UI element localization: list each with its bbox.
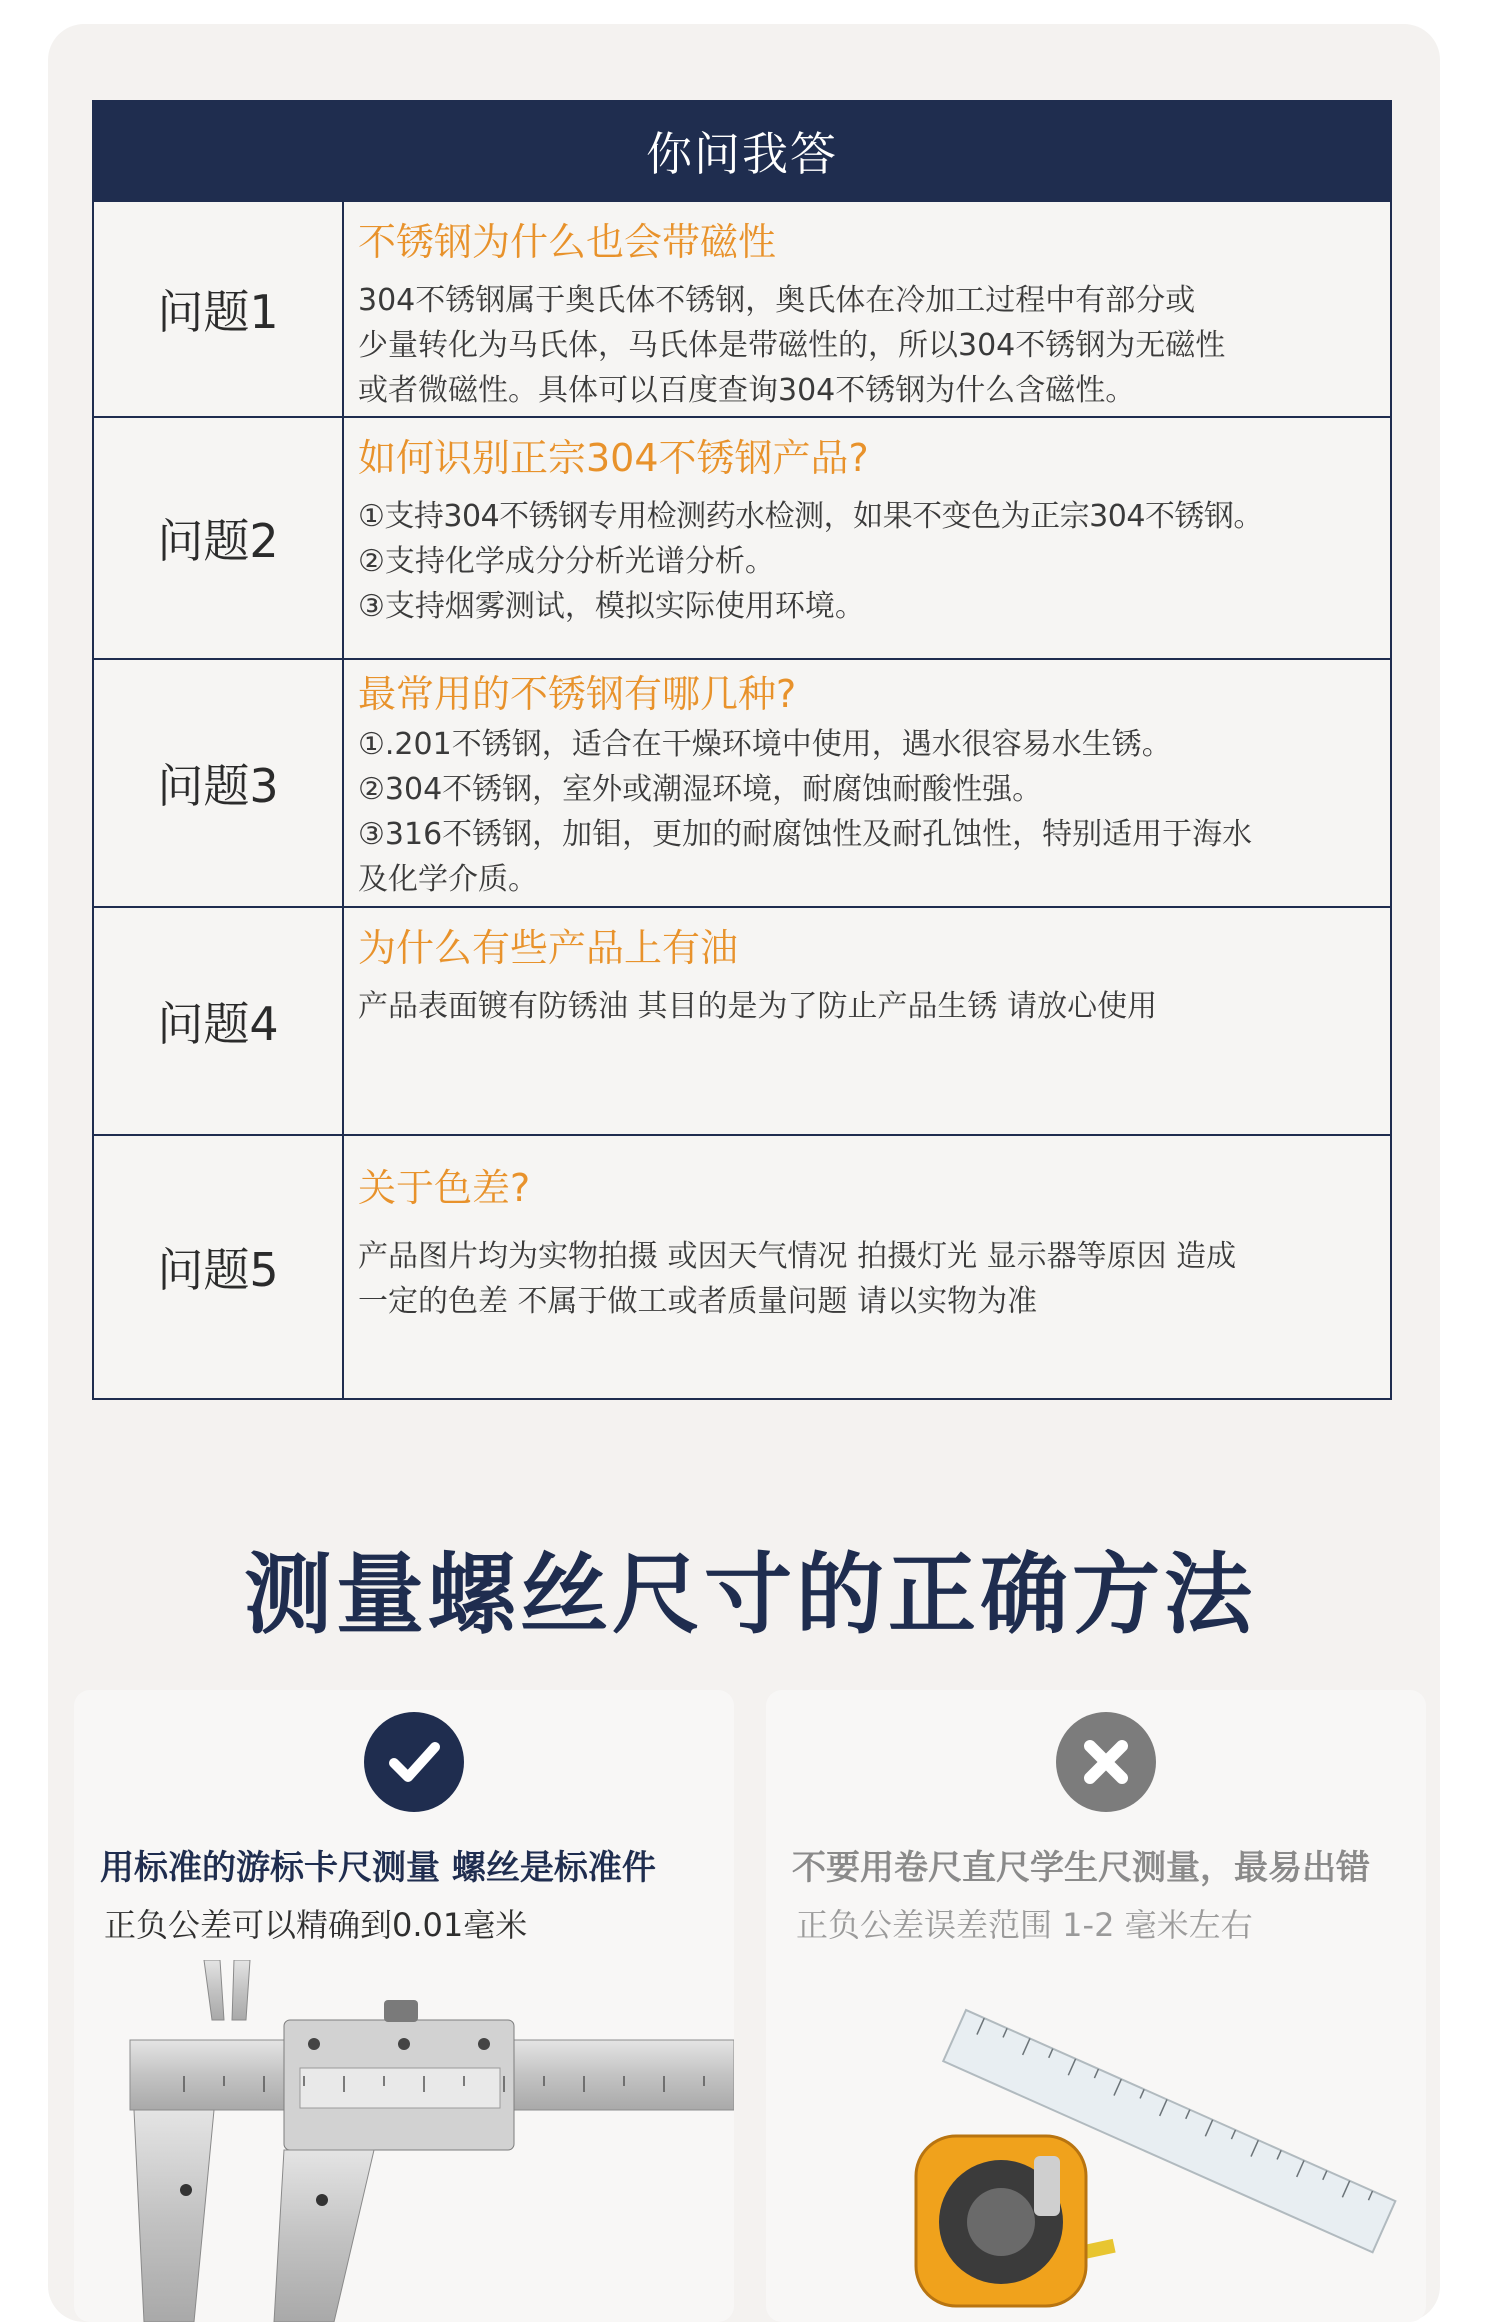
answer-line: ②304不锈钢，室外或潮湿环境，耐腐蚀耐酸性强。 (358, 772, 1043, 807)
question-title: 关于色差? (358, 1166, 531, 1210)
answer-cell (344, 908, 1390, 1134)
answer-cell (344, 418, 1390, 658)
answer-line: 一定的色差 不属于做工或者质量问题 请以实物为准 (358, 1284, 1038, 1319)
wrong-method-title: 不要用卷尺直尺学生尺测量，最易出错 (792, 1848, 1370, 1888)
answer-line: ②支持化学成分分析光谱分析。 (358, 544, 775, 579)
answer-line: ③支持烟雾测试，模拟实际使用环境。 (358, 589, 865, 624)
x-icon (1056, 1712, 1156, 1812)
faq-row-2 (94, 416, 1390, 658)
question-label: 问题3 (94, 660, 344, 906)
answer-line: ①.201不锈钢，适合在干燥环境中使用，遇水很容易水生锈。 (358, 727, 1172, 762)
answer-line: 及化学介质。 (358, 862, 538, 897)
correct-method-subtitle: 正负公差可以精确到0.01毫米 (104, 1906, 528, 1944)
wrong-method-card (766, 1690, 1426, 2322)
faq-row-4 (94, 906, 1390, 1134)
question-title: 为什么有些产品上有油 (358, 926, 739, 970)
faq-header: 你问我答 (94, 102, 1390, 200)
ruler-and-tape-image (766, 1960, 1426, 2322)
answer-cell (344, 660, 1390, 906)
answer-line: ①支持304不锈钢专用检测药水检测，如果不变色为正宗304不锈钢。 (358, 499, 1263, 534)
faq-row-3 (94, 658, 1390, 906)
answer-line: 304不锈钢属于奥氏体不锈钢，奥氏体在冷加工过程中有部分或 (358, 283, 1196, 318)
wrong-method-subtitle: 正负公差误差范围 1-2 毫米左右 (796, 1906, 1253, 1944)
answer-line: 少量转化为马氏体，马氏体是带磁性的，所以304不锈钢为无磁性 (358, 328, 1226, 363)
section-title: 测量螺丝尺寸的正确方法 (243, 1543, 1256, 1646)
question-title: 不锈钢为什么也会带磁性 (358, 220, 777, 264)
correct-method-card (74, 1690, 734, 2322)
faq-row-1 (94, 200, 1390, 416)
answer-line: 产品表面镀有防锈油 其目的是为了防止产品生锈 请放心使用 (358, 989, 1158, 1024)
question-title: 如何识别正宗304不锈钢产品? (358, 436, 869, 480)
faq-row-5 (94, 1134, 1390, 1398)
question-label: 问题2 (94, 418, 344, 658)
question-label: 问题5 (94, 1136, 344, 1398)
faq-table (92, 100, 1392, 1400)
check-icon (364, 1712, 464, 1812)
answer-line: ③316不锈钢，加钼，更加的耐腐蚀性及耐孔蚀性，特别适用于海水 (358, 817, 1253, 852)
question-label: 问题1 (94, 202, 344, 416)
question-title: 最常用的不锈钢有哪几种? (358, 672, 797, 716)
correct-method-title: 用标准的游标卡尺测量 螺丝是标准件 (100, 1848, 656, 1888)
question-label: 问题4 (94, 908, 344, 1134)
vernier-caliper-image (74, 1960, 734, 2322)
answer-line: 产品图片均为实物拍摄 或因天气情况 拍摄灯光 显示器等原因 造成 (358, 1239, 1237, 1274)
answer-cell (344, 202, 1390, 416)
answer-line: 或者微磁性。具体可以百度查询304不锈钢为什么含磁性。 (358, 373, 1136, 408)
answer-cell (344, 1136, 1390, 1398)
